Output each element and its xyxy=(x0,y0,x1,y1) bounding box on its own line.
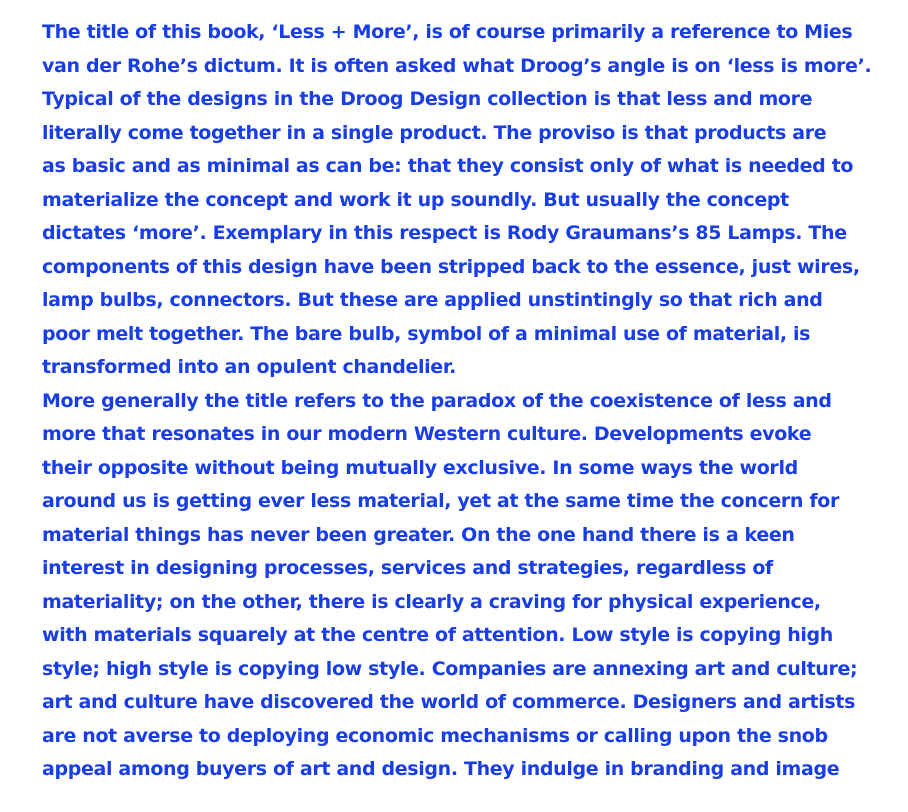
text-line: lamp bulbs, connectors. But these are applied unstintingly so that rich and xyxy=(42,289,823,311)
text-line: interest in designing processes, services and strategies, regardless of xyxy=(42,557,773,579)
text-line: their opposite without being mutually exclusive. In some ways the world xyxy=(42,456,798,479)
text-line: as basic and as minimal as can be: that they consist only of what is needed to xyxy=(42,155,854,177)
text-line: are not averse to deploying economic mechanisms or calling upon the snob xyxy=(42,724,828,747)
text-line: Typical of the designs in the Droog Design collection is that less and more xyxy=(42,88,813,110)
text-line: poor melt together. The bare bulb, symbol of a minimal use of material, is xyxy=(42,322,811,345)
paragraph-2 xyxy=(42,385,892,787)
text-line: dictates ‘more’. Exemplary in this respect is Rody Graumans’s 85 Lamps. The xyxy=(42,222,847,244)
body-text xyxy=(42,16,892,787)
paragraph-1 xyxy=(42,16,892,385)
text-line: with materials squarely at the centre of attention. Low style is copying high xyxy=(42,624,833,646)
text-line: van der Rohe’s dictum. It is often asked what Droog’s angle is on ‘less is more’. xyxy=(42,54,872,77)
text-line: art and culture have discovered the world of commerce. Designers and artists xyxy=(42,691,856,713)
text-line: appeal among buyers of art and design. They indulge in branding and image xyxy=(42,758,840,780)
text-line: components of this design have been stripped back to the essence, just wires, xyxy=(42,255,860,278)
text-line: materialize the concept and work it up soundly. But usually the concept xyxy=(42,188,789,211)
text-line: The title of this book, ‘Less + More’, is of course primarily a reference to Mies xyxy=(42,21,853,43)
text-line: around us is getting ever less material, yet at the same time the concern for xyxy=(42,490,839,512)
text-line: material things has never been greater. On the one hand there is a keen xyxy=(42,523,795,546)
text-line: materiality; on the other, there is clearly a craving for physical experience, xyxy=(42,590,821,613)
text-line: literally come together in a single product. The proviso is that products are xyxy=(42,121,827,144)
text-line: more that resonates in our modern Western culture. Developments evoke xyxy=(42,423,812,445)
text-line: More generally the title refers to the paradox of the coexistence of less and xyxy=(42,389,832,412)
text-line: transformed into an opulent chandelier. xyxy=(42,356,457,378)
text-line: style; high style is copying low style. Companies are annexing art and culture; xyxy=(42,657,858,680)
